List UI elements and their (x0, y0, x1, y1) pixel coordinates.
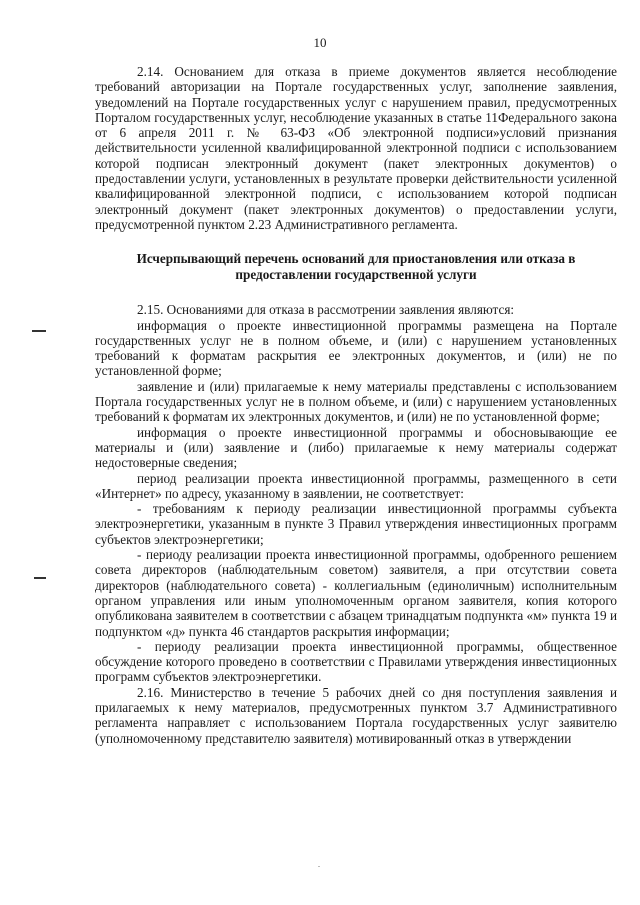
paragraph-2-15: 2.15. Основаниями для отказа в рассмотрении заявления являются: (137, 302, 515, 318)
margin-mark (32, 330, 46, 332)
list-subitem: - периоду реализации проекта инвестиционной программы, общественное обсуждение которого проведено в соответствии с Правилами утверждения инвестиционных программ субъектов электроэнергетики. (95, 638, 617, 685)
margin-mark (34, 577, 46, 579)
scan-artifact (318, 866, 320, 867)
list-item: информация о проекте инвестиционной программы и обосновывающие ее материалы и (или) заявление и (либо) прилагаемые к нему материалы содержат недостоверные сведения; (95, 424, 617, 471)
section-heading: Исчерпывающий перечень оснований для приостановления или отказа в предоставлении государственной услуги (136, 251, 576, 282)
page-number: 10 (313, 35, 327, 50)
paragraph-2-16: 2.16. Министерство в течение 5 рабочих дней со дня поступления заявления и прилагаемых к нему материалов, предусмотренных пунктом 3.7 Административного регламента направляет с использованием Портала государственных услуг заявителю (уполномоченному представителю заявителя) мотивированный отказ в утверждении (95, 684, 617, 746)
document-body (95, 64, 617, 746)
list-item: период реализации проекта инвестиционной программы, размещенного в сети «Интернет» по адресу, указанному в заявлении, не соответствует: (95, 470, 617, 501)
list-subitem: - периоду реализации проекта инвестиционной программы, одобренного решением совета директоров (наблюдательным советом) заявителя, а при отсутствии совета директоров (наблюдательного совета) - коллегиальным (единоличным) исполнительным органом управления или иным уполномоченным органом заявителя, копия которого опубликована заявителем в соответствии с абзацем тринадцатым подпункта «м» пункта 19 и подпунктом «д» пункта 46 стандартов раскрытия информации; (95, 547, 617, 639)
list-item: информация о проекте инвестиционной программы размещена на Портале государственных услуг не в полном объеме, и (или) с нарушением установленных требований к форматам раскрытия ее электронных документов, и (или) не по установленной форме; (95, 317, 617, 379)
list-subitem: - требованиям к периоду реализации инвестиционной программы субъекта электроэнергетики, указанным в пункте 3 Правил утверждения инвестиционных программ субъектов электроэнергетики; (95, 501, 617, 547)
paragraph-2-14: 2.14. Основанием для отказа в приеме документов является несоблюдение требований авторизации на Портале государственных услуг, заполнение заявления, уведомлений на Портале государственных услуг с нарушением правил, предусмотренных Порталом государственных услуг, несоблюдение указанных в статье 11Федерального закона от 6 апреля 2011 г. № 63-ФЗ «Об электронной подписи»условий признания действительности усиленной квалифицированной электронной подписи с использованием которой подписан электронный документ (пакет электронных документов) о предоставлении услуги, установленных в результате проверки действительности усиленной квалифицированной электронной подписи, с использованием которой подписан электронный документ (пакет электронных документов) о предоставлении услуги, предусмотренной пунктом 2.23 Административного регламента. (95, 64, 617, 232)
list-item: заявление и (или) прилагаемые к нему материалы представлены с использованием Портала государственных услуг не в полном объеме, и (или) с нарушением установленных требований к форматам их электронных документов, и (или) не по установленной форме; (95, 378, 617, 425)
